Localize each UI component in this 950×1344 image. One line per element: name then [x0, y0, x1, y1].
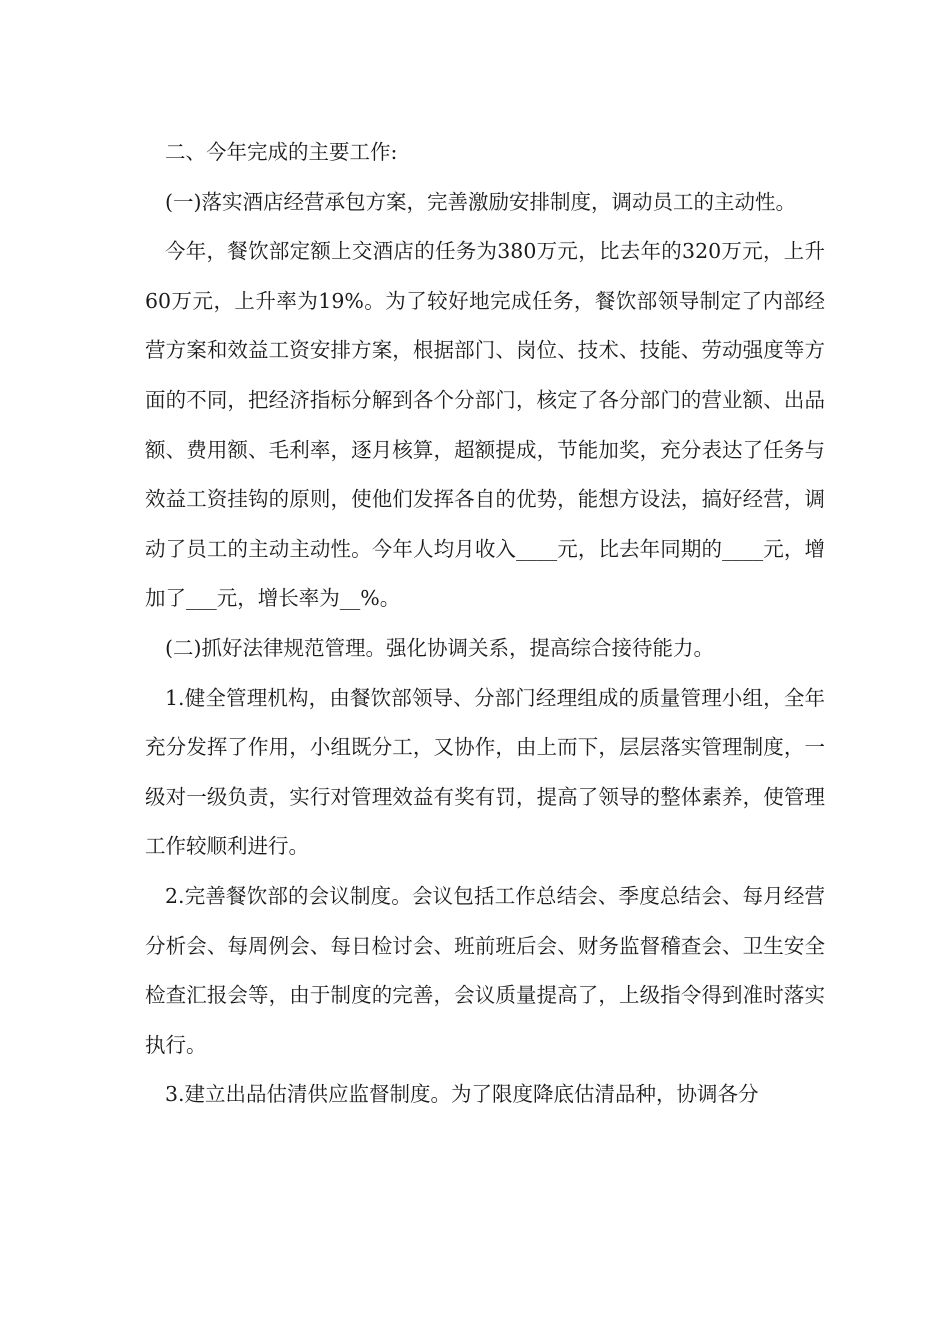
list-item-2: 2.完善餐饮部的会议制度。会议包括工作总结会、季度总结会、每月经营分析会、每周例会、每日检讨会、班前班后会、财务监督稽查会、卫生安全检查汇报会等，由于制度的完善，会议质量提高了，上级指令得到准时落实执行。	[145, 883, 825, 1057]
subsection-heading-2: (二)抓好法律规范管理。强化协调关系，提高综合接待能力。	[165, 635, 714, 660]
subsection-heading-1: (一)落实酒店经营承包方案，完善激励安排制度，调动员工的主动性。	[165, 189, 796, 214]
body-paragraph-task-quota: 今年，餐饮部定额上交酒店的任务为380万元，比去年的320万元，上升60万元，上升率为19%。为了较好地完成任务，餐饮部领导制定了内部经营方案和效益工资安排方案，根据部门、岗位、技术、技能、劳动强度等方面的不同，把经济指标分解到各个分部门，核定了各分部门的营业额、出品额、费用额、毛利率，逐月核算，超额提成，节能加奖，充分表达了任务与效益工资挂钩的原则，使他们发挥各自的优势，能想方设法，搞好经营，调动了员工的主动主动性。今年人均月收入____元，比去年同期的____元，增加了___元，增长率为__%。	[145, 239, 825, 611]
list-item-3: 3.建立出品估清供应监督制度。为了限度降底估清品种，协调各分	[165, 1082, 759, 1107]
document-body	[145, 128, 825, 1120]
section-heading: 二、今年完成的主要工作:	[165, 140, 398, 164]
list-item-1: 1.健全管理机构，由餐饮部领导、分部门经理组成的质量管理小组，全年充分发挥了作用，小组既分工，又协作，由上而下，层层落实管理制度，一级对一级负责，实行对管理效益有奖有罚，提高了领导的整体素养，使管理工作较顺利进行。	[145, 685, 825, 859]
